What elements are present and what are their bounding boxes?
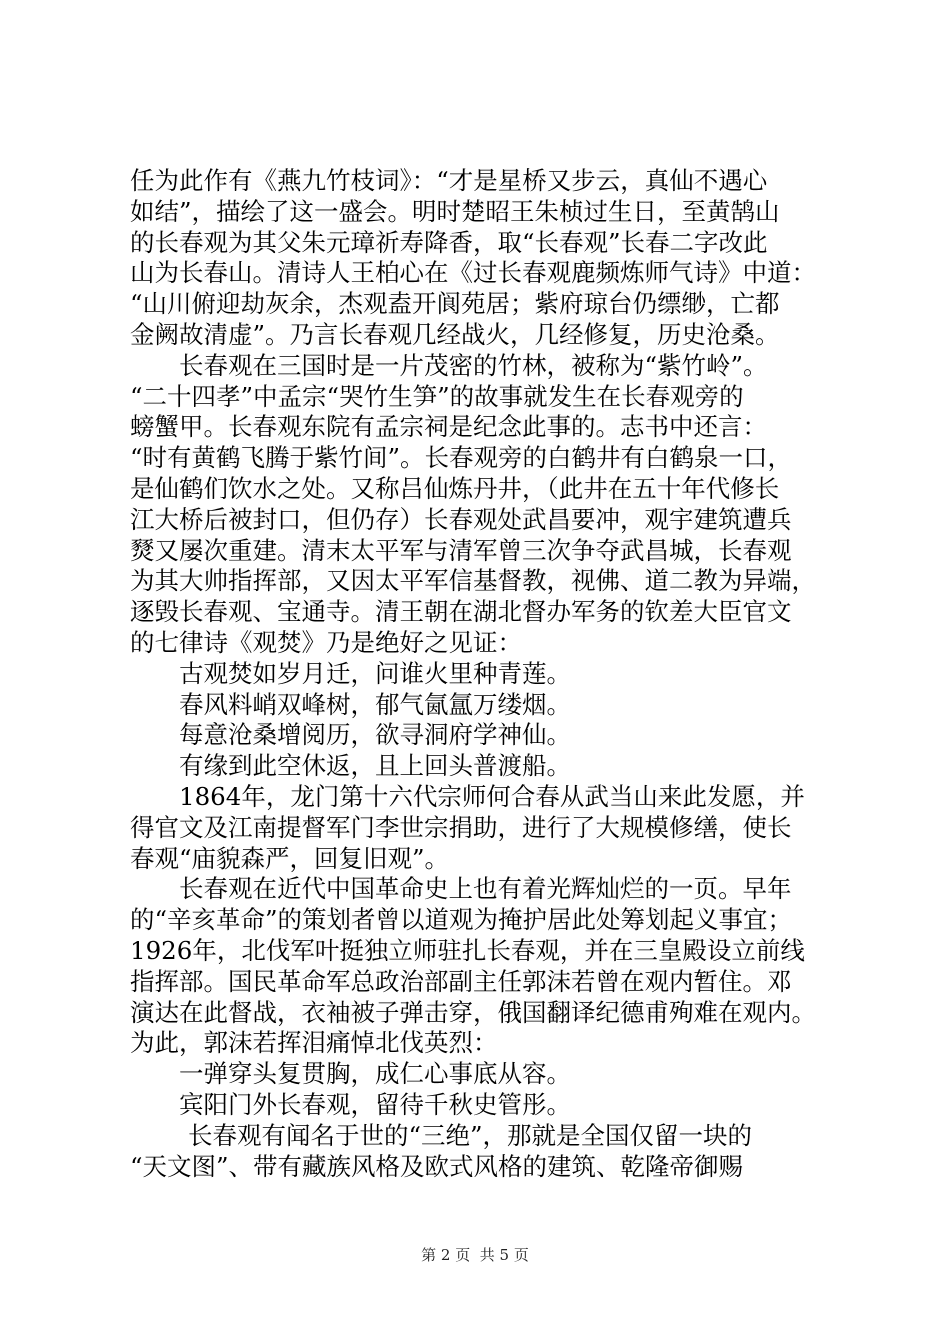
text-line: 燹又屡次重建。清末太平军与清军曾三次争夺武昌城，长春观 bbox=[130, 535, 792, 565]
text-line: 演达在此督战，衣袖被子弹击穿，俄国翻译纪德甫殉难在观内。 bbox=[130, 997, 816, 1027]
text-line: “二十四孝”中孟宗“哭竹生笋”的故事就发生在长春观旁的 bbox=[130, 381, 744, 411]
text-line: 金阙故清虚”。乃言长春观几经战火，几经修复，历史沧桑。 bbox=[130, 319, 780, 349]
text-line: 山为长春山。清诗人王柏心在《过长春观鹿频炼师气诗》中道： bbox=[130, 258, 816, 288]
text-line: 宾阳门外长春观，留待千秋史管彤。 bbox=[179, 1089, 571, 1119]
text-line: 的“辛亥革命”的策划者曾以道观为掩护居此处筹划起义事宜； bbox=[130, 905, 793, 935]
text-line: 古观焚如岁月迁，问谁火里种青莲。 bbox=[179, 658, 571, 688]
text-line: “天文图”、带有藏族风格及欧式风格的建筑、乾隆帝御赐 bbox=[130, 1151, 744, 1181]
text-line: 指挥部。国民革命军总政治部副主任郭沫若曾在观内暂住。邓 bbox=[130, 966, 792, 996]
text-line: 江大桥后被封口，但仍存）长春观处武昌要冲，观宇建筑遭兵 bbox=[130, 504, 792, 534]
document-body bbox=[130, 166, 860, 1182]
text-line: 的长春观为其父朱元璋祈寿降香，取“长春观”长春二字改此 bbox=[130, 227, 768, 257]
text-line: 春风料峭双峰树，郁气氤氲万缕烟。 bbox=[179, 689, 571, 719]
text-line: 为其大帅指挥部，又因太平军信基督教，视佛、道二教为异端， bbox=[130, 566, 816, 596]
text-line: “时有黄鹤飞腾于紫竹间”。长春观旁的白鹤井有白鹤泉一口， bbox=[130, 443, 793, 473]
text-line: “山川俯迎劫灰余，杰观盍开阆苑居；紫府琼台仍缥缈，亡都 bbox=[130, 289, 780, 319]
text-line: 逐毁长春观、宝通寺。清王朝在湖北督办军务的钦差大臣官文 bbox=[130, 597, 792, 627]
text-line: 如结”，描绘了这一盛会。明时楚昭王朱桢过生日，至黄鹄山 bbox=[130, 196, 780, 226]
text-line: 的七律诗《观焚》乃是绝好之见证： bbox=[130, 627, 522, 657]
text-line: 螃蟹甲。长春观东院有孟宗祠是纪念此事的。志书中还言： bbox=[130, 412, 767, 442]
text-line: 任为此作有《燕九竹枝词》：“才是星桥又步云，真仙不遇心 bbox=[130, 166, 768, 195]
text-line: 有缘到此空休返，且上回头普渡船。 bbox=[179, 751, 571, 781]
text-line: 为此，郭沫若挥泪痛悼北伐英烈： bbox=[130, 1028, 498, 1058]
text-line: 是仙鹤们饮水之处。又称吕仙炼丹井，（此井在五十年代修长 bbox=[130, 473, 780, 503]
text-line: 春观“庙貌森严，回复旧观”。 bbox=[130, 843, 450, 873]
text-line: 一弹穿头复贯胸，成仁心事底从容。 bbox=[179, 1059, 571, 1089]
text-line: 1926年，北伐军叶挺独立师驻扎长春观，并在三皇殿设立前线 bbox=[130, 935, 805, 965]
text-line: 长春观在三国时是一片茂密的竹林，被称为“紫竹岭”。 bbox=[179, 350, 768, 380]
text-line: 得官文及江南提督军门李世宗捐助，进行了大规模修缮，使长 bbox=[130, 812, 792, 842]
text-line: 每意沧桑增阅历，欲寻洞府学神仙。 bbox=[179, 720, 571, 750]
text-line: 长春观有闻名于世的“三绝”，那就是全国仅留一块的 bbox=[188, 1120, 753, 1150]
page-footer: 第 2 页 共 5 页 bbox=[421, 1246, 529, 1264]
text-line: 1864年，龙门第十六代宗师何合春从武当山来此发愿，并 bbox=[179, 781, 805, 811]
text-line: 长春观在近代中国革命史上也有着光辉灿烂的一页。早年 bbox=[179, 874, 792, 904]
